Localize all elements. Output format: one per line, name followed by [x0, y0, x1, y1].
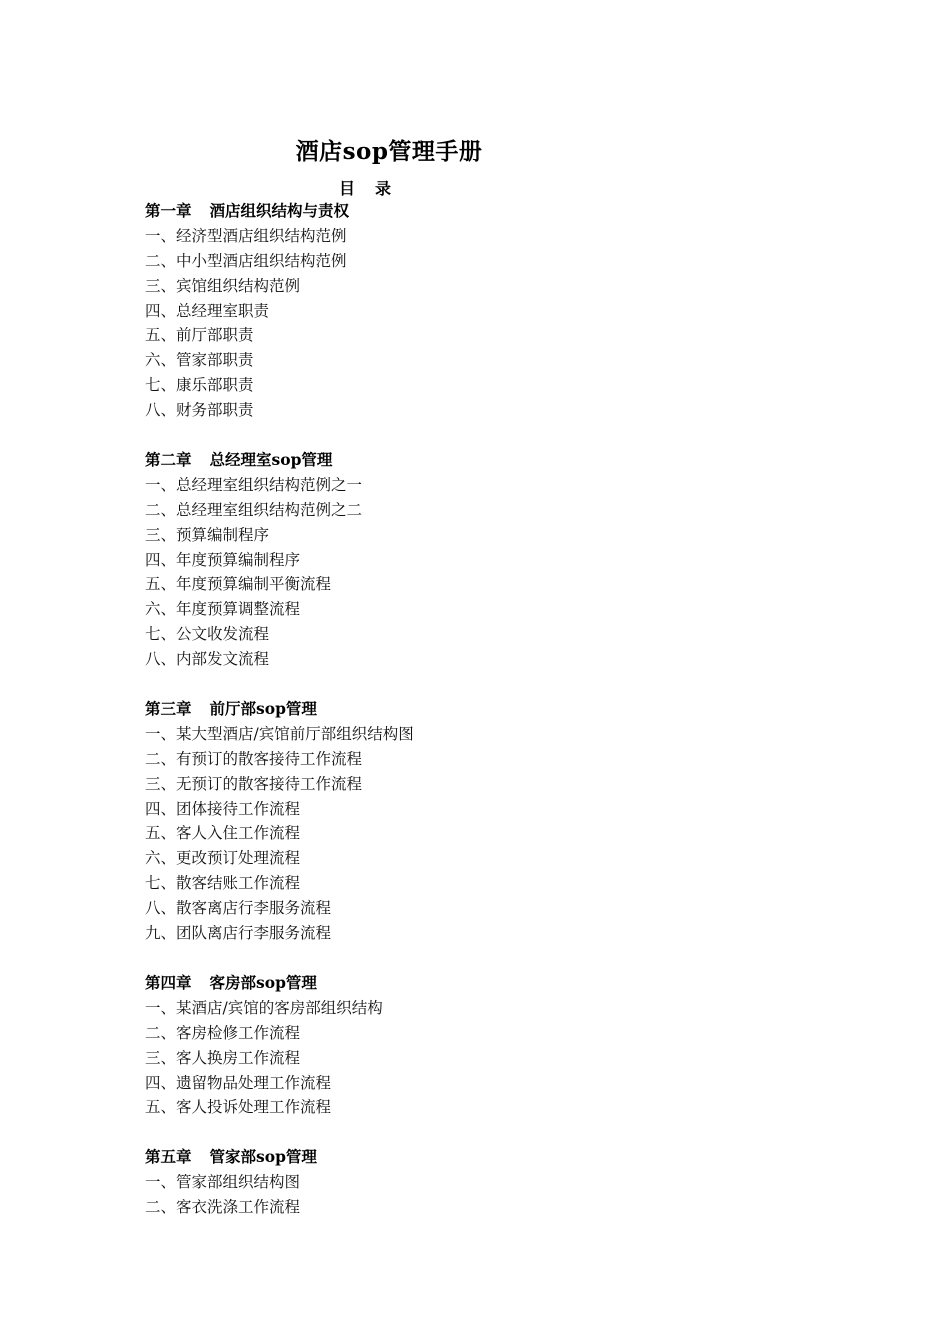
- toc-item: 三、宾馆组织结构范例: [145, 276, 301, 295]
- toc-item: 四、总经理室职责: [145, 301, 270, 320]
- toc-item: 二、中小型酒店组织结构范例: [145, 251, 347, 270]
- toc-item: 一、经济型酒店组织结构范例: [145, 226, 347, 245]
- toc-item: 一、管家部组织结构图: [145, 1173, 301, 1192]
- chapter-number: 第四章: [145, 972, 192, 992]
- toc-chapter: [145, 199, 745, 423]
- toc-item: 八、内部发文流程: [145, 650, 270, 669]
- chapter-number: 第五章: [145, 1147, 192, 1167]
- toc-item: 一、某酒店/宾馆的客房部组织结构: [145, 998, 383, 1017]
- toc-item: 一、某大型酒店/宾馆前厅部组织结构图: [145, 724, 414, 743]
- chapter-number: 第二章: [145, 450, 192, 470]
- table-of-contents: [145, 199, 745, 1245]
- toc-item: 一、总经理室组织结构范例之一: [145, 475, 363, 494]
- toc-chapter: [145, 971, 745, 1120]
- chapter-name: 总经理室sop管理: [209, 450, 333, 470]
- toc-item: 四、年度预算编制程序: [145, 550, 301, 569]
- chapter-title: [145, 697, 745, 722]
- chapter-title: [145, 199, 745, 224]
- toc-item: 七、康乐部职责: [145, 376, 254, 395]
- toc-item: 七、公文收发流程: [145, 625, 270, 644]
- chapter-name: 客房部sop管理: [209, 972, 317, 992]
- toc-item: 五、客人投诉处理工作流程: [145, 1098, 332, 1117]
- chapter-title: [145, 971, 745, 996]
- toc-item: 二、客房检修工作流程: [145, 1023, 301, 1042]
- chapter-name: 管家部sop管理: [209, 1147, 317, 1167]
- toc-item: 二、总经理室组织结构范例之二: [145, 500, 363, 519]
- toc-item: 五、客人入住工作流程: [145, 824, 301, 843]
- toc-item: 七、散客结账工作流程: [145, 874, 301, 893]
- toc-item: 九、团队离店行李服务流程: [145, 924, 332, 943]
- toc-item: 六、更改预订处理流程: [145, 849, 301, 868]
- toc-item: 六、管家部职责: [145, 351, 254, 370]
- chapter-name: 酒店组织结构与责权: [209, 201, 350, 220]
- toc-item: 六、年度预算调整流程: [145, 600, 301, 619]
- toc-item: 四、团体接待工作流程: [145, 799, 301, 818]
- toc-item: 八、散客离店行李服务流程: [145, 899, 332, 918]
- toc-chapter: [145, 697, 745, 946]
- toc-item: 三、预算编制程序: [145, 525, 270, 544]
- chapter-title: [145, 1145, 745, 1170]
- document-title: 酒店sop管理手册: [295, 138, 483, 165]
- toc-chapter: [145, 1145, 745, 1220]
- toc-item: 二、有预订的散客接待工作流程: [145, 749, 363, 768]
- toc-item: 五、前厅部职责: [145, 326, 254, 345]
- toc-item: 二、客衣洗涤工作流程: [145, 1198, 301, 1217]
- toc-item: 四、遗留物品处理工作流程: [145, 1073, 332, 1092]
- toc-item: 五、年度预算编制平衡流程: [145, 575, 332, 594]
- chapter-title: [145, 448, 745, 473]
- chapter-name: 前厅部sop管理: [209, 699, 317, 719]
- chapter-number: 第三章: [145, 699, 192, 719]
- toc-item: 三、无预订的散客接待工作流程: [145, 774, 363, 793]
- toc-heading: 目录: [338, 179, 411, 198]
- chapter-number: 第一章: [145, 201, 192, 220]
- toc-item: 三、客人换房工作流程: [145, 1048, 301, 1067]
- toc-item: 八、财务部职责: [145, 401, 254, 420]
- toc-chapter: [145, 448, 745, 672]
